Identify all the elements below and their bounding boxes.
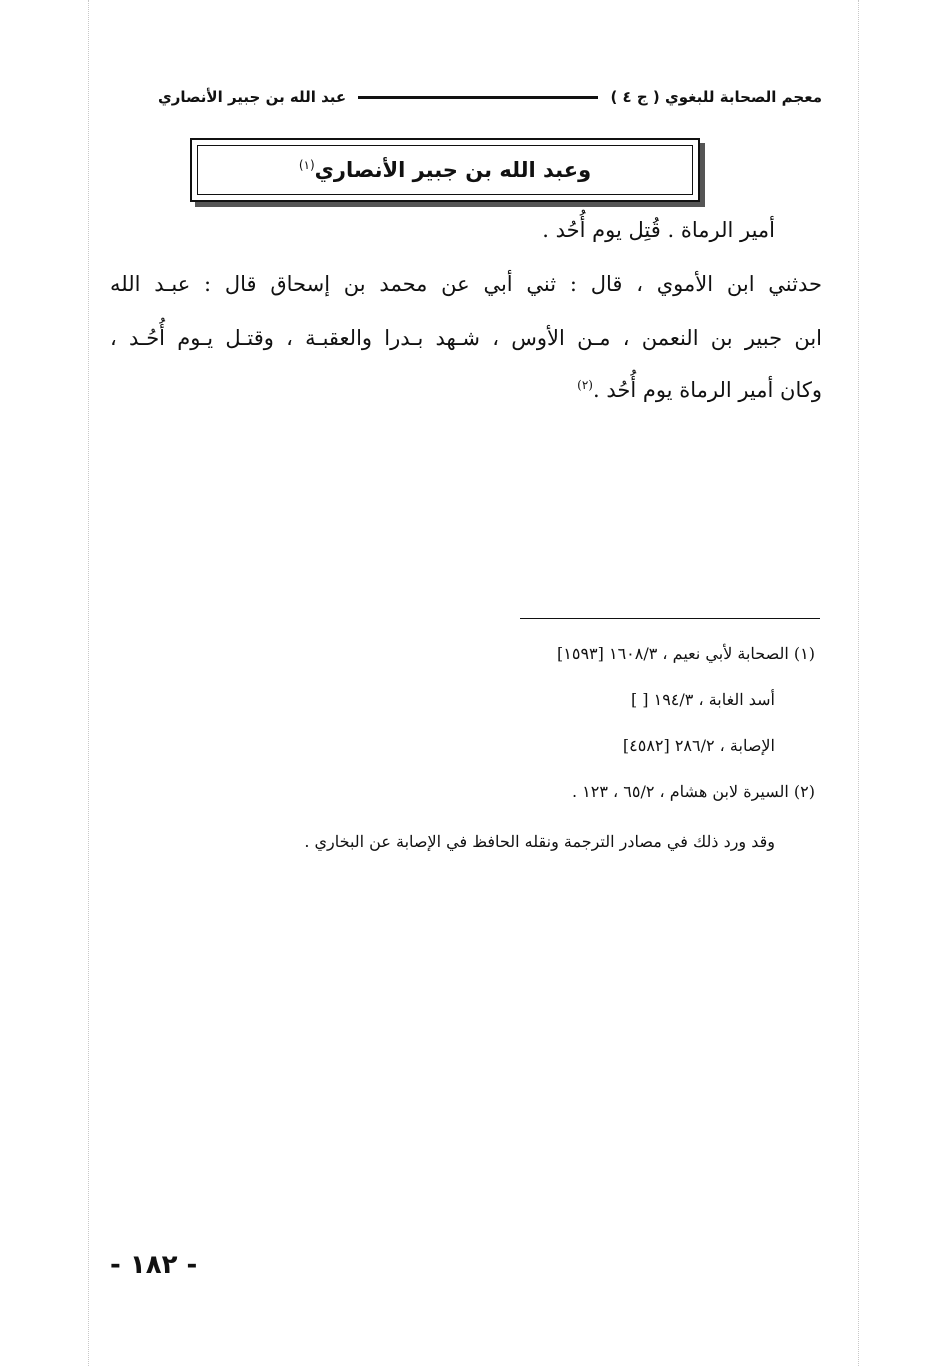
entry-title-box bbox=[190, 138, 700, 202]
footnote-2: (٢) السيرة لابن هشام ، ٦٥/٢ ، ١٢٣ . bbox=[571, 782, 815, 801]
footnote-1-ref-2: أسد الغابة ، ١٩٤/٣ [ ] bbox=[630, 690, 775, 709]
footnote-separator bbox=[520, 618, 820, 619]
scan-margin-dots-left bbox=[88, 0, 89, 1366]
running-head-book-title: معجم الصحابة للبغوي ( ج ٤ ) bbox=[610, 88, 822, 106]
body-line-2: ابن جبير بن النعمن ، مـن الأوس ، شـهد بـدرا والعقبـة ، وقتـل يـوم أُحُـد ، bbox=[110, 326, 822, 350]
body-last-line bbox=[577, 378, 822, 402]
body-line-1: حدثني ابن الأموي ، قال : ثني أبي عن محمد بن إسحاق قال : عبـد الله bbox=[110, 272, 822, 296]
intro-line: أمير الرماة . قُتِل يوم أُحُد . bbox=[542, 218, 775, 242]
body-last-line-footnote-ref: (٢) bbox=[577, 378, 593, 392]
footnote-2-note: وقد ورد ذلك في مصادر الترجمة ونقله الحافظ في الإصابة عن البخاري . bbox=[304, 832, 775, 851]
page-number: - ١٨٢ - bbox=[110, 1250, 198, 1280]
footnote-1-ref-3: الإصابة ، ٢٨٦/٢ [٤٥٨٢] bbox=[622, 736, 775, 755]
entry-title-text: وعبد الله بن جبير الأنصاري bbox=[314, 158, 592, 182]
scan-margin-dots-right bbox=[858, 0, 859, 1366]
entry-title-footnote-ref: (١) bbox=[298, 158, 315, 172]
body-last-line-text: وكان أمير الرماة يوم أُحُد . bbox=[592, 378, 822, 402]
entry-title-inner-frame bbox=[197, 145, 693, 195]
running-head-rule bbox=[358, 96, 598, 99]
entry-title bbox=[299, 158, 591, 182]
running-head bbox=[118, 82, 822, 112]
footnote-1: (١) الصحابة لأبي نعيم ، ١٦٠٨/٣ [١٥٩٣] bbox=[557, 644, 815, 663]
running-head-entry-name: عبد الله بن جبير الأنصاري bbox=[158, 88, 347, 106]
